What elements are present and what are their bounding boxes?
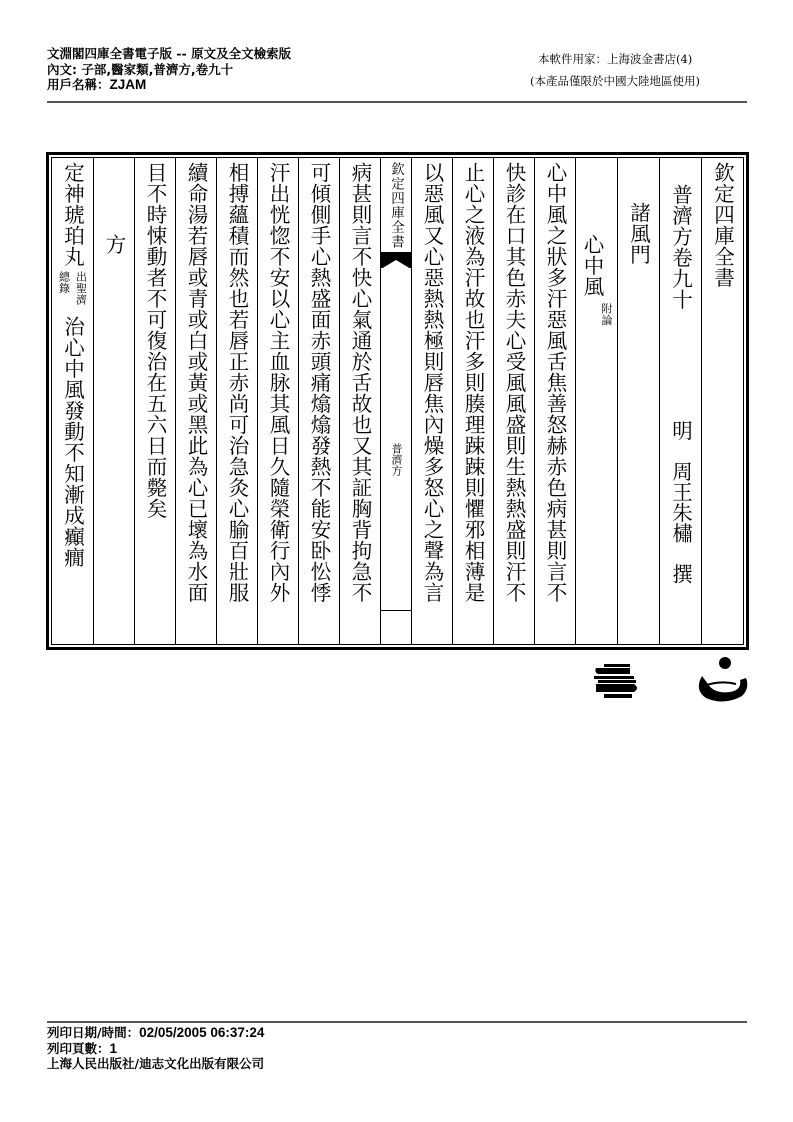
author-line: 明 周王朱橚 撰 (668, 420, 693, 584)
column-section: 諸風門 (617, 158, 659, 644)
spine-title: 欽定四庫全書 (388, 162, 404, 249)
column-heading (575, 158, 617, 644)
heading-text: 心中風 (580, 234, 604, 297)
header-title: 文淵閣四庫全書電子版 -- 原文及全文檢索版 (47, 46, 292, 61)
header-right (530, 48, 760, 92)
publisher-credit: 上海人民出版社/迪志文化出版有限公司 (47, 1056, 265, 1071)
region-notice: (本產品僅限於中國大陸地區使用) (530, 74, 700, 88)
heading-note: 附論 (600, 303, 613, 326)
spine-book-name: 普濟方 (390, 443, 403, 476)
header-username: 用戶名稱：ZJAM (47, 77, 147, 92)
text-line-2: 快診在口其色赤夫心受風風盛則生熱熱盛則汗不 (493, 158, 534, 644)
page-frame (46, 152, 749, 650)
text-line-11: 方 (93, 158, 134, 644)
print-datetime: 列印日期/時間：02/05/2005 06:37:24 (47, 1025, 265, 1040)
text-line-10: 目不時悚動者不可復治在五六日而斃矣 (134, 158, 175, 644)
text-line-4: 以惡風又心惡熱熱極則唇焦內燥多怒心之聲為言 (411, 158, 452, 644)
footer (47, 1025, 547, 1072)
page-spine (380, 158, 411, 644)
text-line-3: 止心之液為汗故也汗多則腠理踈踈則懼邪相薄是 (452, 158, 493, 644)
header-divider (47, 101, 747, 103)
swirl-logo-icon (699, 657, 748, 702)
footer-divider (47, 1021, 747, 1023)
prescription-name: 定神琥珀丸 (60, 162, 85, 267)
books-logo-icon (594, 664, 637, 698)
source-note: 出聖濟 總錄 (57, 271, 88, 306)
licensee: 本軟件用家：上海波金書店(4) (538, 52, 693, 66)
fishtail-mark (381, 252, 411, 268)
text-line-9: 續命湯若唇或青或白或黃或黑此為心已壞為水面 (175, 158, 216, 644)
text-line-7: 汗出恍惚不安以心主血脉其風日久隨榮衛行內外 (257, 158, 298, 644)
column-book-title: 欽定四庫全書 (701, 158, 743, 644)
column-volume-title: 普濟方卷九十 明 周王朱橚 撰 (659, 158, 701, 644)
text-line-1: 心中風之狀多汗惡風舌焦善怒赫赤色病甚則言不 (534, 158, 575, 644)
text-line-6: 可傾側手心熱盛面赤頭痛熻熻發熱不能安卧忪悸 (298, 158, 339, 644)
text-line-12 (52, 158, 93, 644)
publisher-logos (590, 656, 760, 706)
header-left (47, 46, 447, 93)
header-content-path: 內文: 子部,醫家類,普濟方,卷九十 (47, 61, 234, 77)
text-line-5: 病甚則言不快心氣通於舌故也又其証胸背拘急不 (339, 158, 380, 644)
print-page-count: 列印頁數：1 (47, 1040, 118, 1056)
prescription-indication: 治心中風發動不知漸成癲癇 (60, 315, 85, 568)
text-columns (52, 158, 743, 644)
text-line-8: 相搏蘊積而然也若唇正赤尚可治急灸心腧百壯服 (216, 158, 257, 644)
spine-divider (381, 610, 411, 611)
